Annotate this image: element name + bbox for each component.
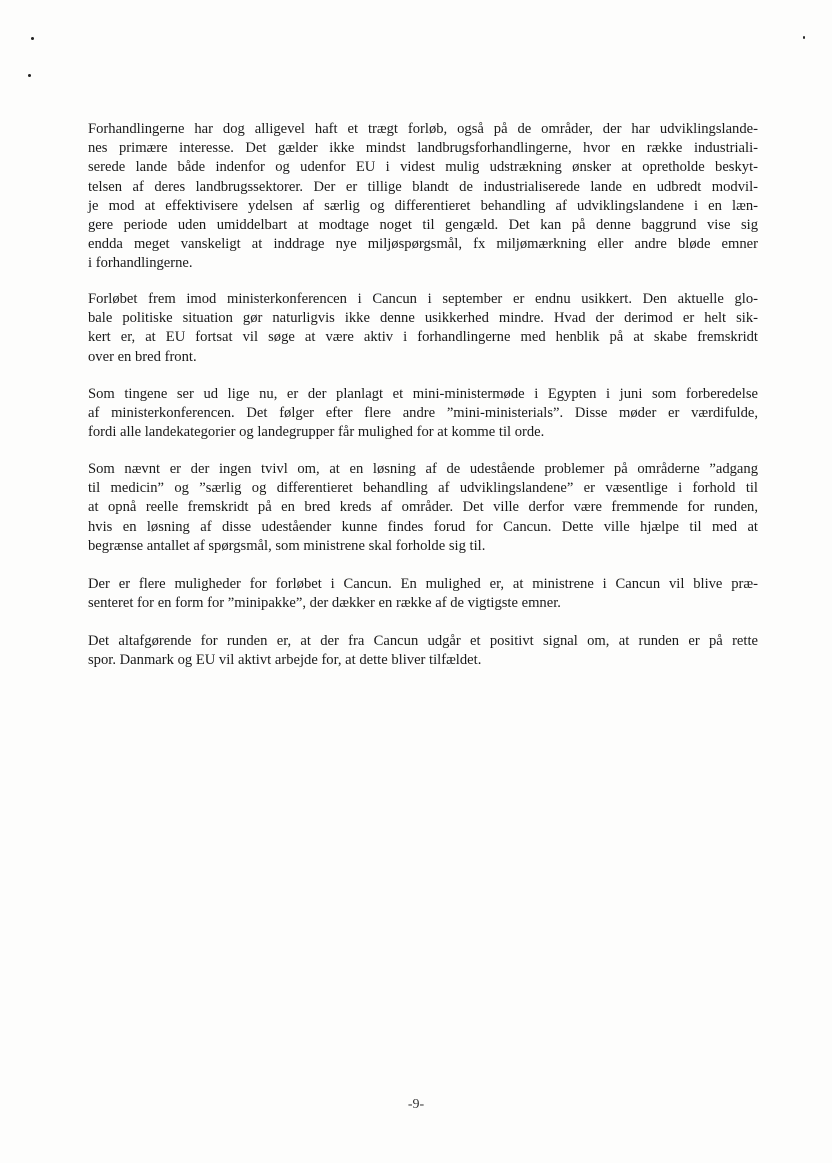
text-line: nes primære interesse. Det gælder ikke mindst landbrugsforhandlingerne, hvor en række industriali-: [88, 140, 758, 157]
text-line: Det altafgørende for runden er, at der fra Cancun udgår et positivt signal om, at runden er på rette: [88, 633, 758, 649]
text-line: Forløbet frem imod ministerkonferencen i Cancun i september er endnu usikkert. Den aktuelle glo-: [88, 291, 758, 307]
paragraph-1: [88, 120, 758, 274]
text-line: Som tingene ser ud lige nu, er der planlagt et mini-ministermøde i Egypten i juni som forberedelse: [88, 386, 758, 402]
scan-speck: [31, 37, 34, 40]
paragraph-6: [88, 632, 758, 670]
text-line: spor. Danmark og EU vil aktivt arbejde for, at dette bliver tilfældet.: [88, 652, 482, 669]
text-line: senteret for en form for ”minipakke”, der dækker en række af de vigtigste emner.: [88, 595, 561, 612]
text-line: begrænse antallet af spørgsmål, som ministrene skal forholde sig til.: [88, 537, 486, 554]
text-line: kert er, at EU fortsat vil søge at være aktiv i forhandlingerne med henblik på at skabe fremskridt: [88, 329, 758, 346]
text-line: telsen af deres landbrugssektorer. Der er tillige blandt de industrialiserede lande en udbredt modvil-: [88, 178, 758, 195]
text-line: endda meget vanskeligt at inddrage nye miljøspørgsmål, fx miljømærkning eller andre bløde emner: [88, 236, 758, 253]
text-line: over en bred front.: [88, 348, 197, 365]
scan-speck: [803, 36, 805, 39]
text-line: fordi alle landekategorier og landegrupper får mulighed for at komme til orde.: [88, 424, 545, 441]
paragraph-4: [88, 460, 758, 556]
text-line: i forhandlingerne.: [88, 255, 193, 272]
paragraph-3: [88, 385, 758, 443]
paragraph-2: [88, 290, 758, 367]
text-line: Som nævnt er der ingen tvivl om, at en løsning af de udestående problemer på områderne ”adgang: [88, 461, 758, 477]
text-line: bale politiske situation gør naturligvis ikke denne usikkerhed mindre. Hvad der derimod er helt sik-: [88, 310, 758, 327]
text-line: at opnå reelle fremskridt på en bred kreds af områder. Det ville derfor være fremmende for runden,: [88, 499, 758, 516]
paragraph-5: [88, 575, 758, 613]
page-number: -9-: [407, 1097, 425, 1112]
text-line: hvis en løsning af disse udeståender kunne findes forud for Cancun. Dette ville hjælpe til med at: [88, 518, 758, 535]
text-line: gere periode uden umiddelbart at modtage noget til gengæld. Det kan på denne baggrund vise sig: [88, 217, 758, 234]
text-line: je mod at effektivisere ydelsen af særlig og differentieret behandling af udviklingslandene i en læn-: [88, 197, 758, 214]
text-line: Forhandlingerne har dog alligevel haft et trægt forløb, også på de områder, der har udviklingslande-: [88, 121, 758, 137]
text-line: serede lande både indenfor og udenfor EU i videst mulig udstrækning ønsker at opretholde beskyt-: [88, 159, 758, 176]
scan-speck: [28, 74, 31, 77]
text-line: af ministerkonferencen. Det følger efter flere andre ”mini-ministerials”. Disse møder er værdifulde,: [88, 405, 758, 422]
text-line: til medicin” og ”særlig og differentieret behandling af udviklingslandene” er væsentlige i forhold til: [88, 480, 758, 497]
text-line: Der er flere muligheder for forløbet i Cancun. En mulighed er, at ministrene i Cancun vil blive præ-: [88, 576, 758, 592]
